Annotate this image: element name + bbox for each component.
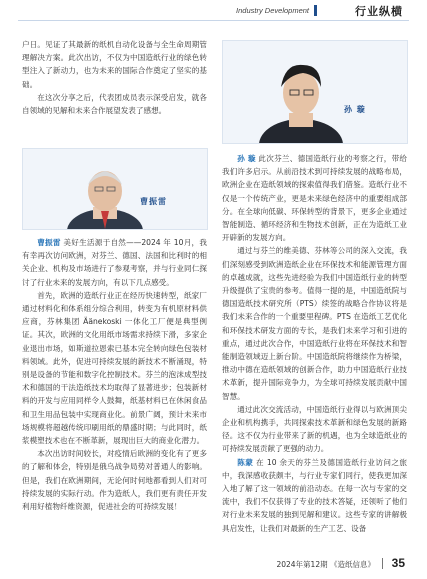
page-footer — [0, 555, 427, 575]
left-column-top — [22, 38, 207, 117]
portrait-name-cao: 曹振雷 — [140, 197, 167, 206]
portrait-photo-cao — [22, 148, 208, 230]
magazine-name: 《造纸信息》 — [330, 560, 375, 569]
issue-number: 2024年第12期 — [276, 560, 328, 569]
paragraph — [222, 456, 407, 535]
paragraph: 在这次分享之后，代表团成员表示深受启发，就各自领域的见解和未来合作展望发表了感想。 — [22, 92, 207, 116]
footer-issue — [276, 559, 375, 570]
left-column-bottom — [22, 236, 207, 513]
paragraph: 本次出访时间较长，对疫情后欧洲的变化有了更多的了解和体会，特别是俄乌战争局势对普通人的影响。但是，我们在欧洲期间，无论何时何地都看到人们对可持续发展的实际行动。作为造纸人，我们更有责任开发利用好植物纤维资源，促进社会的可持续发展！ — [22, 449, 207, 512]
portrait-photo-sun — [222, 40, 408, 144]
speaker-name: 陈蒙 — [237, 457, 254, 467]
paragraph: 首先，欧洲的造纸行业正在经历快速转型，纸家厂通过材料化和体系组分综合利用，转变为有机原材料供应商，芬林集团 Äänekoski 一体化工厂便是典型例证。其次，欧洲的文化用纸市场需求持续下滑，多家企业退出市场，如斯道拉恩索已基本完全转向绿色包装材料领域。此外，促进可持续发展的新技术不断涌现，特别是设备的节能和数字化控制技术。芬兰的泡沫成型技术和德国的干法造纸技术均取得了显著进步；包装新材料的开发与应用同样令人鼓舞，纸基材料已在休闲食品和卫生用品包装中实现商业化。前景广阔，预计未来市场规模将超越传统印刷用纸的鼎盛时期；与此同时，纸浆模塑技术也在不断革新，展现出巨大的商业化潜力。 — [22, 290, 207, 446]
portrait-illustration — [23, 149, 208, 230]
paragraph-text: 美好生活源于自然——2024 年 10月，我有幸再次访问欧洲，对芬兰、德国、法国和比利时的相关企业、机构及市场进行了参观考察，并与行业同仁探讨了行业未来的发展方向，有以下几点感受。 — [22, 238, 207, 287]
portrait-name-sun: 孙 璇 — [344, 105, 366, 114]
footer-divider — [382, 558, 383, 569]
paragraph: 通过此次交流活动，中国造纸行业得以与欧洲顶尖企业和机构携手，共同探索技术革新和绿色发展的新路径。这不仅为行业带来了新的机遇，也为全球造纸业的可持续发展贡献了更强的动力。 — [222, 404, 407, 454]
section-title-chinese: 行业纵横 — [355, 5, 403, 18]
portrait-illustration — [223, 41, 408, 144]
speaker-name: 曹振雷 — [37, 238, 61, 247]
paragraph-text: 此次芬兰、德国造纸行业的考察之行，带给我们许多启示。从前沿技术到可持续发展的战略布局，欧洲企业在造纸领域的探索值得我们借鉴。造纸行业不仅是一个传统产业，更是未来绿色经济中的重要组成部分。在全球向低碳、环保转型的背景下，更多企业通过智能制造、循环经济和生物技术创新，正在为造纸工业开辟新的发展方向。 — [222, 154, 407, 243]
paragraph: 户日。见证了其最新的纸机自动化设备与全生命周期管理解决方案。此次出访，不仅为中国造纸行业的绿色转型注入了新动力，也为未来的国际合作奠定了坚实的基础。 — [22, 40, 207, 89]
header-divider-bar — [314, 5, 317, 16]
page-header — [0, 0, 427, 30]
paragraph — [222, 152, 407, 244]
right-column — [222, 152, 407, 535]
section-title-english: Industry Development — [236, 6, 309, 15]
header-rule — [18, 20, 409, 21]
speaker-name: 孙 璇 — [237, 154, 256, 163]
paragraph-text: 在 10 余天的芬兰及德国造纸行业访问之旅中，我深感收获颇丰，与行业专家们同行，使我更加深入地了解了这一领域的前沿动态。在每一次与专家的交流中，我们不仅获得了专业的技术答疑，还领听了他们对行业未来发展的独到见解和建议。这些专家的讲解极具启发性，让我们对最新的生产工艺、设备 — [222, 457, 407, 533]
page-number: 35 — [391, 556, 405, 570]
paragraph — [22, 236, 207, 289]
paragraph: 通过与芬兰的维美德、芬林等公司的深入交流，我们深刻感受到欧洲造纸企业在环保技术和能源管理方面的卓越成就，这些先进经验为我们中国造纸行业的转型升级提供了宝贵的参考。值得一提的是，中国造纸院与德国造纸技术研究所（PTS）续签的战略合作协议将是我们未来合作的一个重要里程碑。PTS 在造纸工艺优化和环保技术研发方面的专长，是我们未来学习和引进的重点，通过此次合作，中国造纸行业将在环保技术和智能制造领域迈上新台阶。中国造纸院将继续作为桥梁，推动中德在造纸领域的创新合作，助力中国造纸行业技术革新，提升国际竞争力，为全球可持续发展贡献中国智慧。 — [222, 246, 407, 401]
